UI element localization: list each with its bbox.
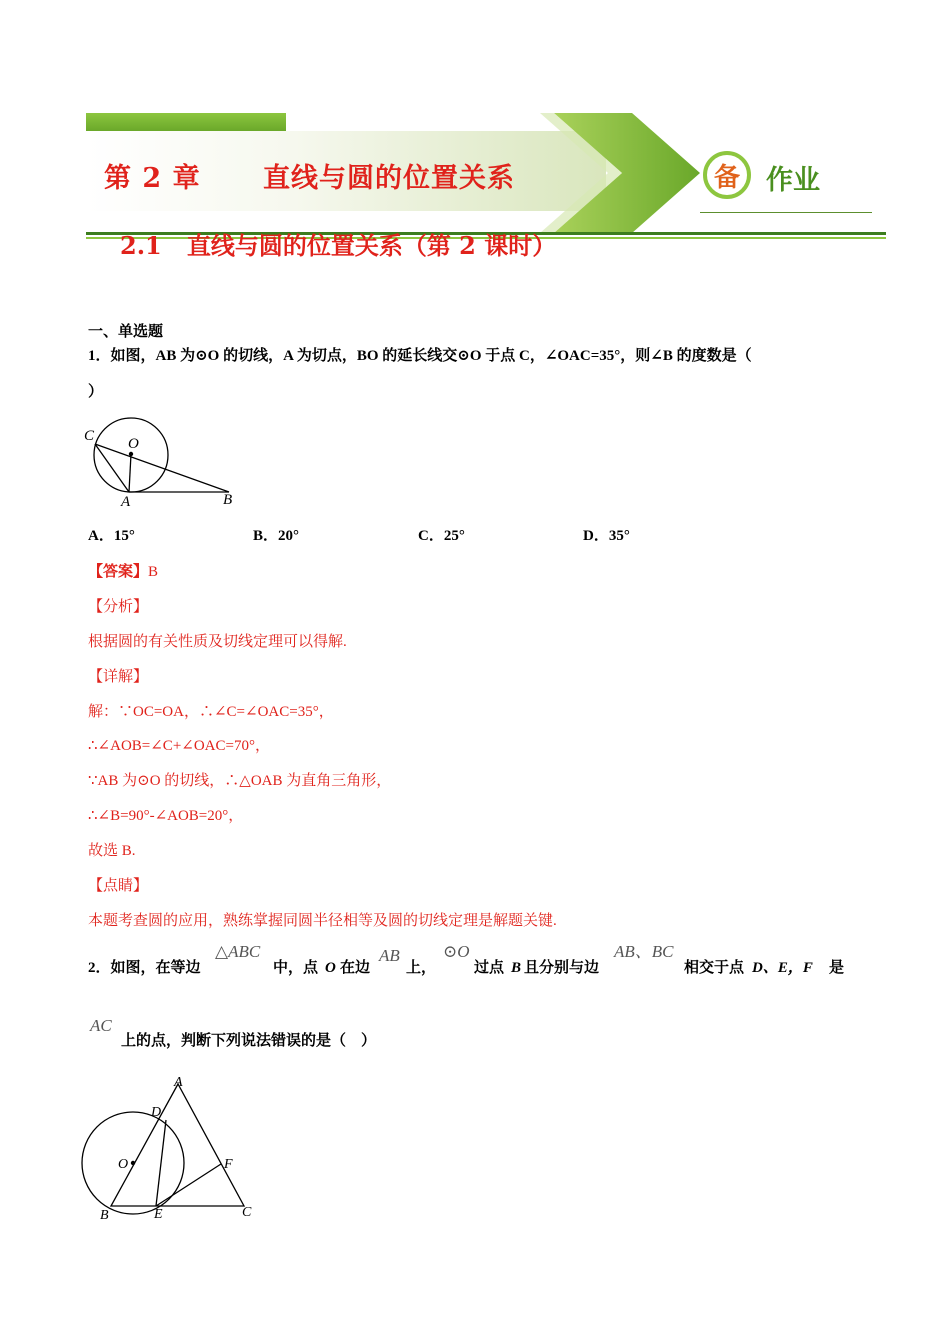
badge-circle-icon bbox=[703, 151, 751, 199]
q2-math-abc: △ABC bbox=[215, 942, 261, 961]
q2-part2: 中，点 bbox=[273, 960, 319, 976]
q2-part7: 相交于点 bbox=[684, 960, 745, 976]
q1-label-a: A bbox=[121, 494, 131, 510]
header-banner-bar bbox=[86, 113, 286, 131]
section-title: 一、单选题 bbox=[88, 324, 164, 340]
q1-label-c: C bbox=[84, 428, 95, 444]
lesson-title: 2.1 直线与圆的位置关系（第 2 课时） bbox=[120, 231, 557, 260]
chevron-arrow-icon bbox=[540, 113, 710, 233]
comment-tag: 【点睛】 bbox=[88, 878, 149, 894]
q1-option-a: A．15° bbox=[88, 528, 135, 544]
q2-math-ab-bc: AB、BC bbox=[614, 942, 674, 961]
q2-math-ab: AB bbox=[379, 946, 400, 965]
detail-line-4: ∴∠B=90°-∠AOB=20°， bbox=[88, 808, 244, 824]
q1-label-o: O bbox=[128, 436, 139, 452]
q2-point-o: O bbox=[325, 960, 336, 976]
q1-option-b: B．20° bbox=[253, 528, 300, 544]
q2-label-b: B bbox=[100, 1208, 109, 1223]
q2-label-f: F bbox=[224, 1157, 233, 1172]
q1-label-b: B bbox=[223, 492, 233, 508]
chapter-title: 第 2 章 直线与圆的位置关系 bbox=[104, 163, 515, 194]
q2-math-circle-o: ⊙O bbox=[443, 942, 470, 961]
analysis-text: 根据圆的有关性质及切线定理可以得解. bbox=[88, 634, 347, 650]
q1-text-line2: ） bbox=[88, 384, 104, 400]
q2-math-ac: AC bbox=[90, 1016, 112, 1035]
detail-line-1: 解：∵OC=OA，∴∠C=∠OAC=35°， bbox=[88, 704, 334, 720]
q2-part6: 且分别与边 bbox=[524, 960, 600, 976]
detail-line-2: ∴∠AOB=∠C+∠OAC=70°， bbox=[88, 738, 270, 754]
q1-text-line1: 1．如图，AB 为⊙O 的切线，A 为切点，BO 的延长线交⊙O 于点 C，∠OAC=35°，则∠B 的度数是（ bbox=[88, 348, 752, 364]
q2-label-a: A bbox=[174, 1075, 183, 1090]
q2-points-def: D、E，F bbox=[752, 960, 813, 976]
badge-label: 作业 bbox=[766, 165, 820, 196]
q1-answer bbox=[88, 562, 158, 582]
q2-part1: 2．如图，在等边 bbox=[88, 960, 201, 976]
detail-tag: 【详解】 bbox=[88, 669, 149, 685]
q2-label-c: C bbox=[242, 1205, 252, 1220]
detail-line-3: ∵AB 为⊙O 的切线，∴△OAB 为直角三角形， bbox=[88, 773, 392, 789]
q1-option-c: C．25° bbox=[418, 528, 465, 544]
analysis-tag: 【分析】 bbox=[88, 599, 149, 615]
q2-part4: 上， bbox=[406, 960, 437, 976]
q2-line2: 上的点，判断下列说法错误的是（ ） bbox=[121, 1033, 377, 1049]
q2-point-b: B bbox=[511, 960, 522, 976]
q2-label-o: O bbox=[118, 1157, 129, 1172]
q2-label-d: D bbox=[151, 1105, 162, 1120]
comment-text: 本题考查圆的应用，熟练掌握同圆半径相等及圆的切线定理是解题关键. bbox=[88, 913, 557, 929]
q1-option-d: D．35° bbox=[583, 528, 630, 544]
q2-part8: 是 bbox=[829, 960, 845, 976]
q2-label-e: E bbox=[154, 1207, 163, 1222]
badge-char: 备 bbox=[713, 162, 740, 193]
answer-value: B bbox=[148, 564, 159, 580]
answer-tag: 【答案】 bbox=[88, 564, 149, 580]
q2-part5: 过点 bbox=[474, 960, 505, 976]
detail-line-5: 故选 B. bbox=[88, 843, 136, 859]
q1-figure bbox=[80, 410, 260, 515]
q2-part3: 在边 bbox=[340, 960, 371, 976]
divider-thin bbox=[700, 212, 872, 213]
q2-figure bbox=[80, 1070, 265, 1225]
